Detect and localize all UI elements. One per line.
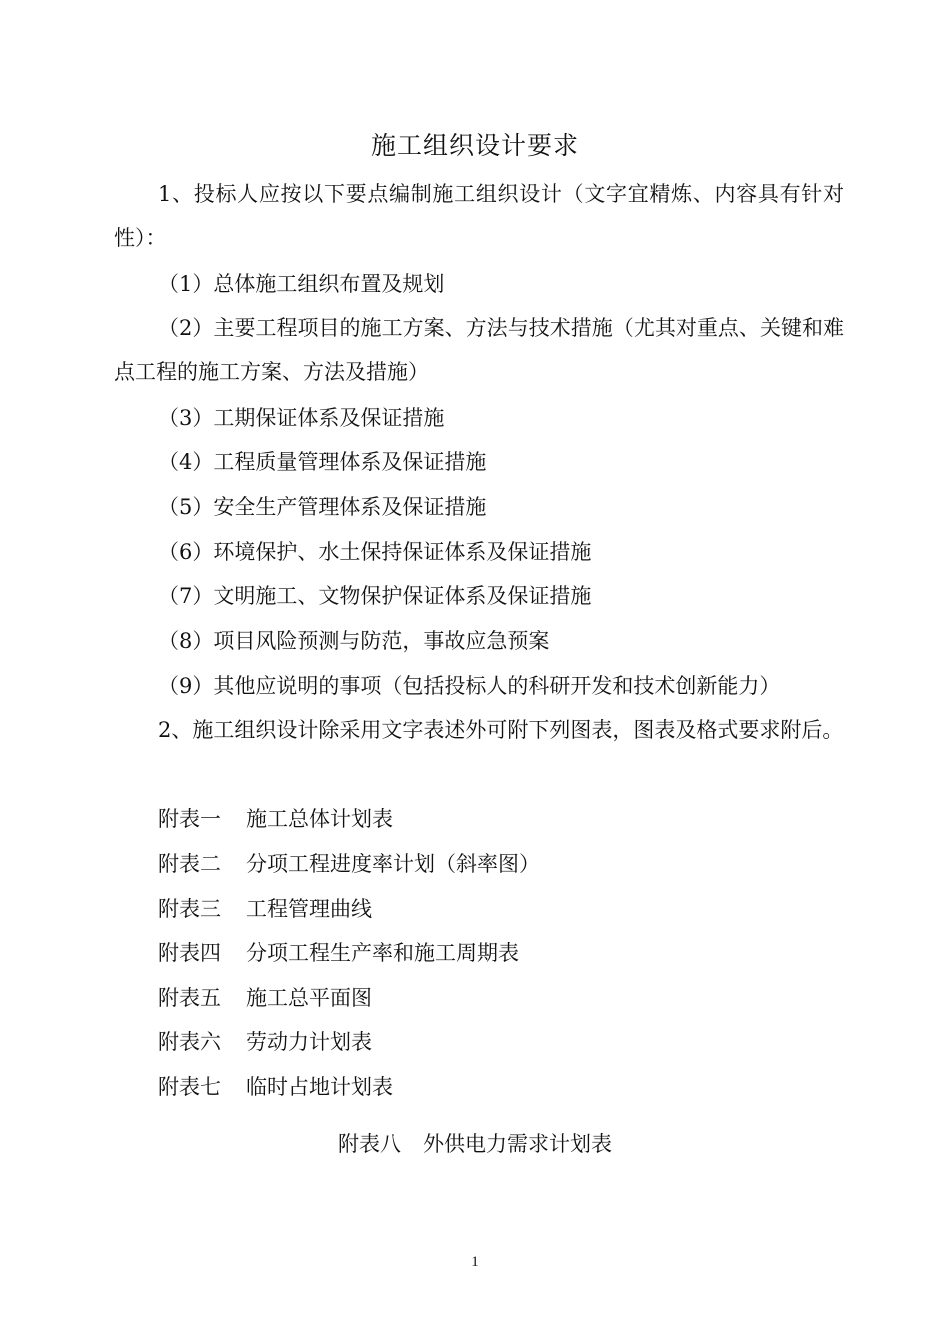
annex-label: 附表八 bbox=[338, 1132, 401, 1156]
paragraph-1: 1、投标人应按以下要点编制施工组织设计（文字宜精炼、内容具有针对性）： bbox=[114, 182, 844, 250]
annex-name: 分项工程生产率和施工周期表 bbox=[246, 941, 519, 965]
list-item-6: （6）环境保护、水土保持保证体系及保证措施 bbox=[158, 540, 592, 564]
annex-label: 附表四 bbox=[158, 941, 221, 965]
annex-label: 附表六 bbox=[158, 1030, 221, 1054]
page-title: 施工组织设计要求 bbox=[370, 131, 579, 160]
annex-name: 外供电力需求计划表 bbox=[423, 1132, 612, 1156]
annex-name: 施工总体计划表 bbox=[246, 807, 393, 831]
annex-label: 附表五 bbox=[158, 986, 221, 1010]
annex-name: 分项工程进度率计划（斜率图） bbox=[246, 852, 540, 876]
list-item-1: （1）总体施工组织布置及规划 bbox=[158, 272, 445, 296]
annex-item bbox=[158, 842, 540, 886]
annex-item bbox=[158, 931, 519, 975]
paragraph-2: 2、施工组织设计除采用文字表述外可附下列图表，图表及格式要求附后。 bbox=[158, 718, 844, 742]
annex-label: 附表三 bbox=[158, 897, 221, 921]
annex-label: 附表二 bbox=[158, 852, 221, 876]
annex-item bbox=[158, 1065, 393, 1109]
page-number: 1 bbox=[471, 1254, 479, 1270]
annex-item bbox=[158, 887, 372, 931]
annex-name: 劳动力计划表 bbox=[246, 1030, 372, 1054]
list-item-8: （8）项目风险预测与防范，事故应急预案 bbox=[158, 629, 550, 653]
annex-item bbox=[158, 976, 372, 1020]
annex-item bbox=[158, 797, 393, 841]
list-item-7: （7）文明施工、文物保护保证体系及保证措施 bbox=[158, 584, 592, 608]
annex-name: 临时占地计划表 bbox=[246, 1075, 393, 1099]
annex-label: 附表一 bbox=[158, 807, 221, 831]
annex-name: 施工总平面图 bbox=[246, 986, 372, 1010]
list-item-9: （9）其他应说明的事项（包括投标人的科研开发和技术创新能力） bbox=[158, 674, 781, 698]
annex-name: 工程管理曲线 bbox=[246, 897, 372, 921]
annex-heading bbox=[0, 1122, 950, 1166]
list-item-4: （4）工程质量管理体系及保证措施 bbox=[158, 450, 487, 474]
annex-label: 附表七 bbox=[158, 1075, 221, 1099]
annex-item bbox=[158, 1020, 372, 1064]
list-item-5: （5）安全生产管理体系及保证措施 bbox=[158, 495, 487, 519]
list-item-3: （3）工期保证体系及保证措施 bbox=[158, 406, 445, 430]
list-item-2: （2）主要工程项目的施工方案、方法与技术措施（尤其对重点、关键和难点工程的施工方案、方法及措施） bbox=[114, 316, 844, 384]
